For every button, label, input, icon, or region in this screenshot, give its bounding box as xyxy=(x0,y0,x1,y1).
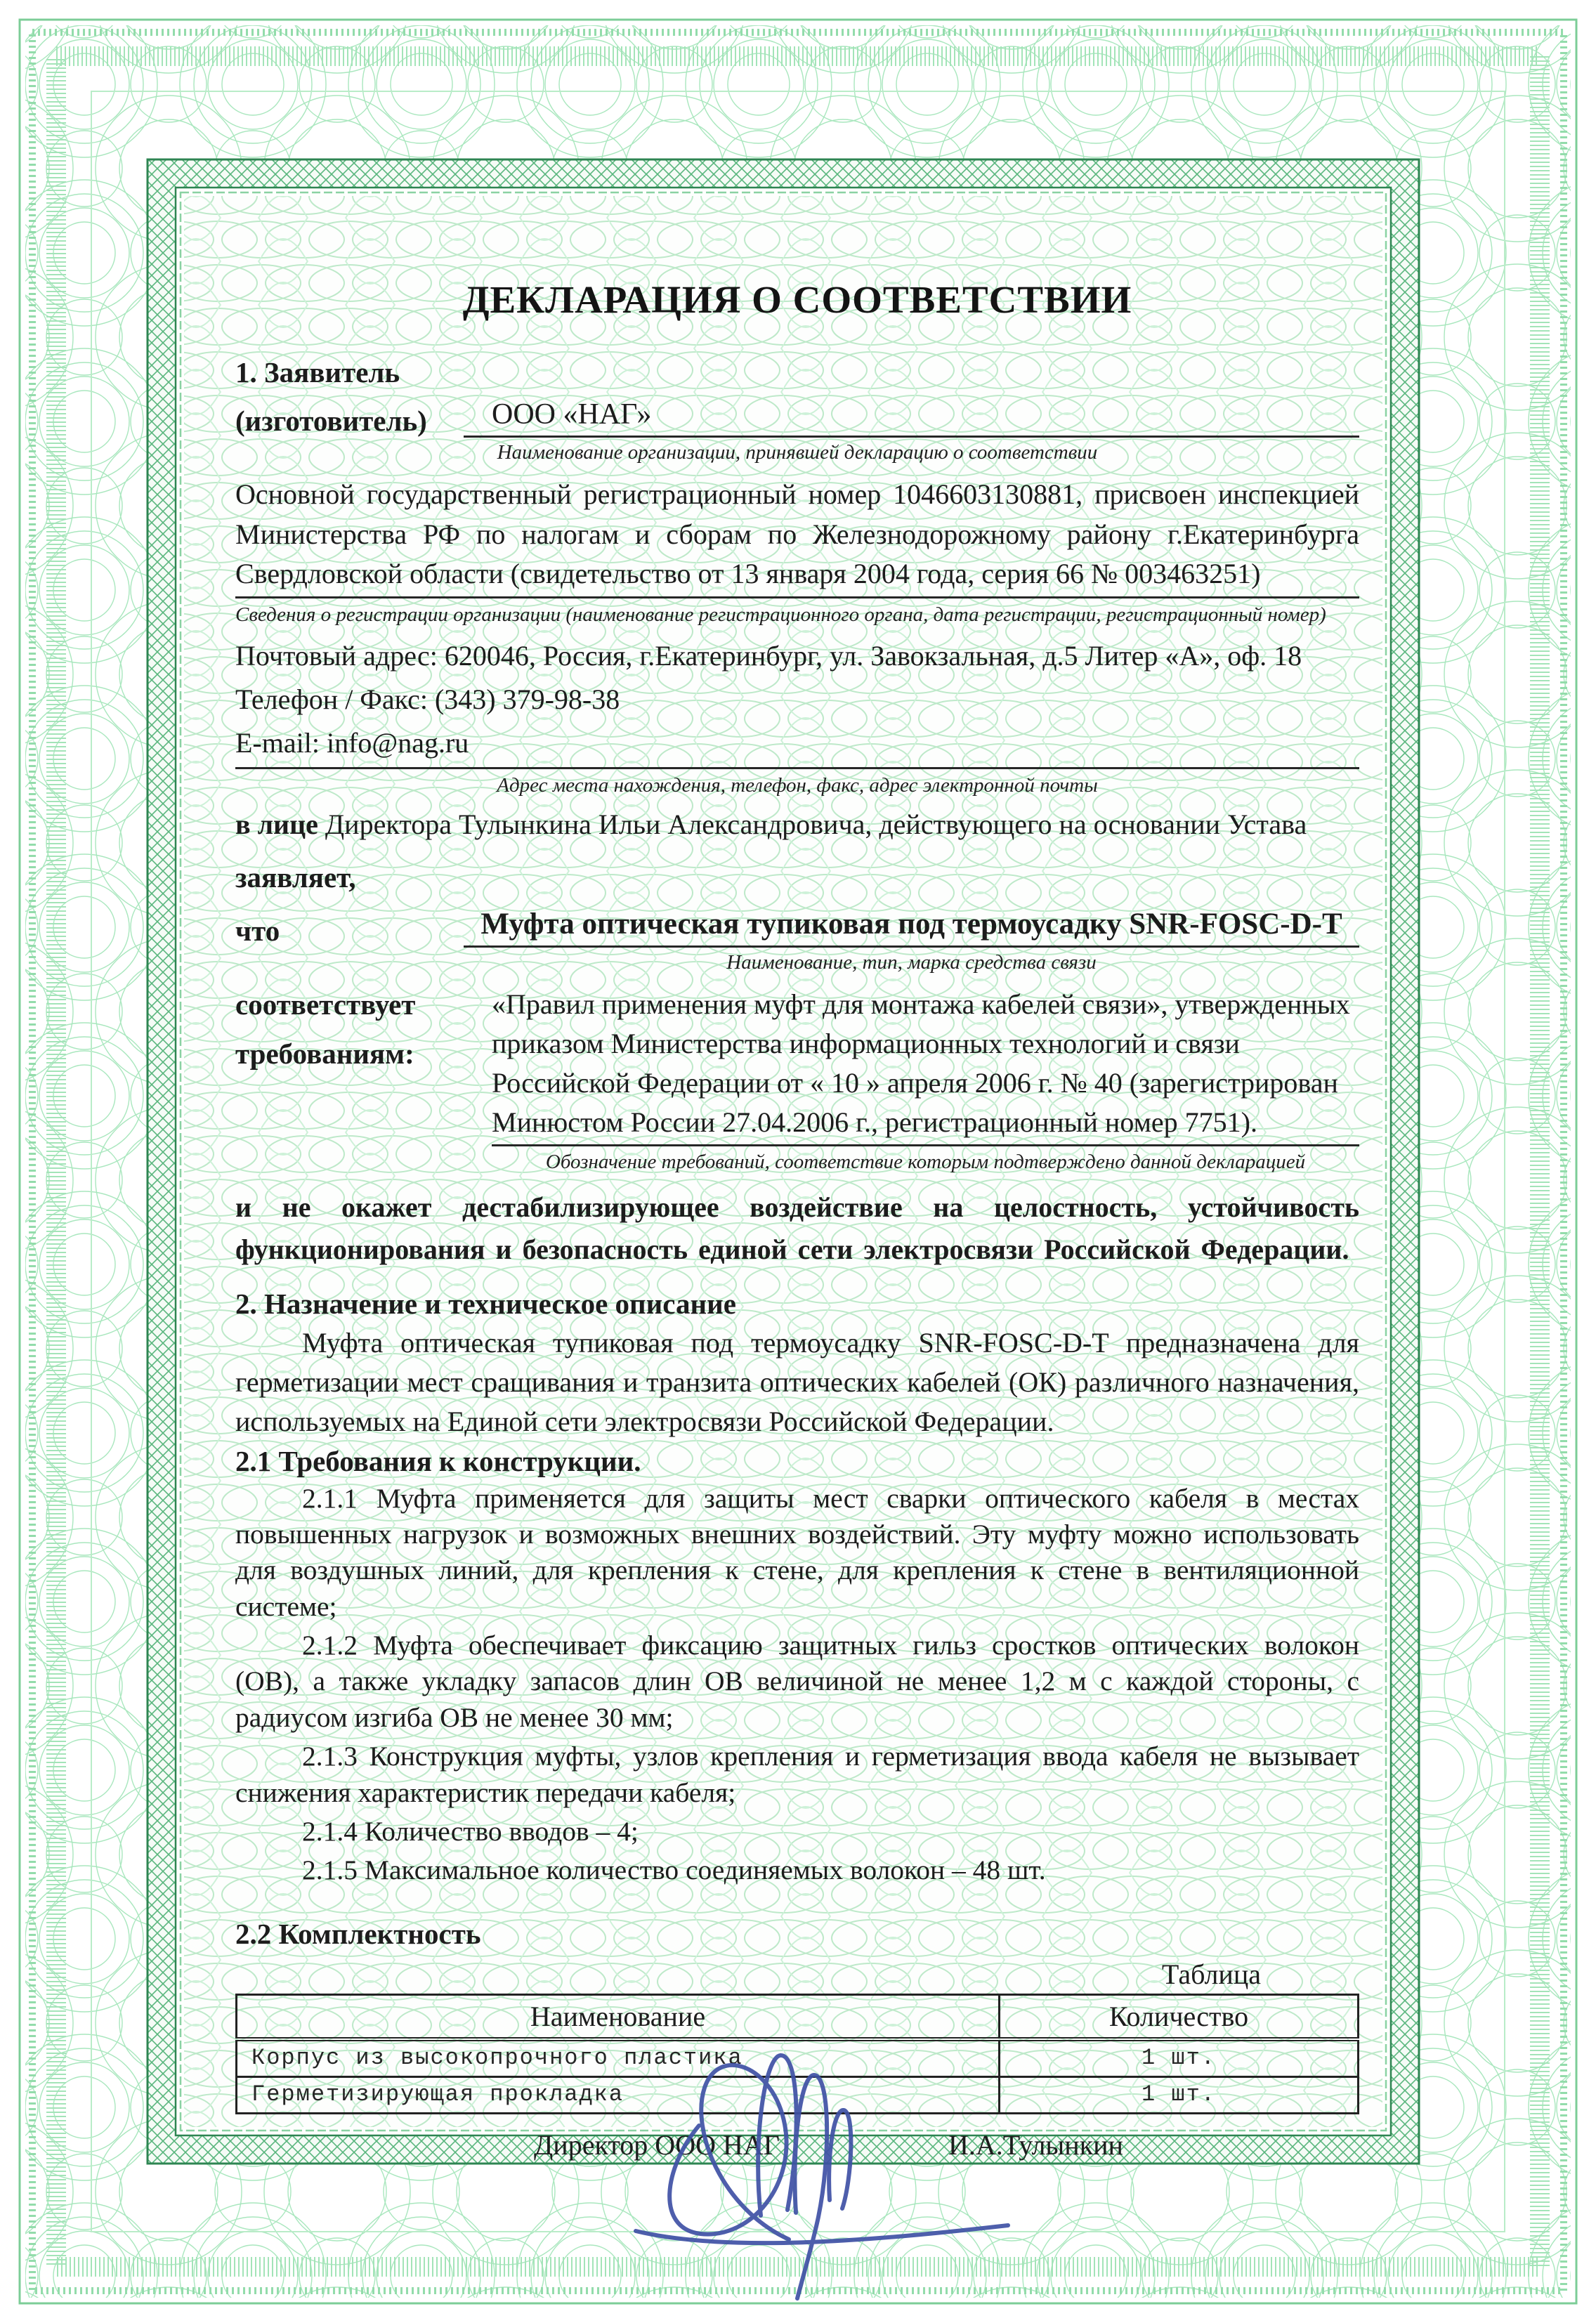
representative-rest: Директора Тулынкина Ильи Александровича, действующего на основании Устава xyxy=(318,808,1307,840)
table-row xyxy=(237,2076,1359,2113)
kit-item-qty: 1 шт. xyxy=(999,2039,1358,2077)
kit-item-name: Герметизирующая прокладка xyxy=(237,2076,1000,2113)
signature-position-label: Директор ООО НАГ xyxy=(534,2128,780,2161)
table-caption: Таблица xyxy=(1161,1958,1261,1990)
contacts-caption: Адрес места нахождения, телефон, факс, адрес электронной почты xyxy=(497,773,1098,797)
section1-heading: 1. Заявитель xyxy=(235,356,400,388)
product-caption: Наименование, тип, марка средства связи xyxy=(726,950,1097,974)
requirements-caption: Обозначение требований, соответствие которым подтверждено данной декларацией xyxy=(545,1150,1306,1173)
complies-label-line2: требованиям: xyxy=(235,1037,414,1070)
section22-heading: 2.2 Комплектность xyxy=(235,1917,481,1950)
representative-bold: в лице xyxy=(235,808,318,840)
table-row xyxy=(237,2039,1359,2077)
complies-label-line1: соответствует xyxy=(235,988,416,1021)
kit-table-header-name: Наименование xyxy=(237,1994,1000,2039)
manufacturer-caption: Наименование организации, принявшей декларацию о соответствии xyxy=(497,441,1098,464)
document-title: ДЕКЛАРАЦИЯ О СООТВЕТСТВИИ xyxy=(462,278,1132,321)
manufacturer-label: (изготовитель) xyxy=(235,405,427,437)
requirements-text: «Правил применения муфт для монтажа кабелей связи», утвержденных приказом Министерства информационных технологий и связи Российской Федерации от « 10 » апреля 2006 г. № 40 (зарегистрирован Минюстом России 27.04.2006 г., регистрационный номер 7751). xyxy=(492,985,1359,1146)
registration-caption: Сведения о регистрации организации (наименование регистрационного органа, дата регистрации, регистрационный номер) xyxy=(235,603,1326,627)
item-2-1-3: 2.1.3 Конструкция муфты, узлов крепления и герметизация ввода кабеля не вызывает снижения характеристик передачи кабеля; xyxy=(235,1741,1359,1808)
contacts-block xyxy=(235,634,1359,769)
complies-block xyxy=(235,985,1359,1146)
complies-labels xyxy=(235,985,492,1146)
requirement-items xyxy=(235,1481,1359,1889)
no-harm-statement: и не окажет дестабилизирующее воздействие на целостность, устойчивость функционирования и безопасность единой сети электросвязи Российской Федерации. xyxy=(235,1191,1359,1265)
item-2-1-4: 2.1.4 Количество вводов – 4; xyxy=(302,1815,639,1847)
section21-heading: 2.1 Требования к конструкции. xyxy=(235,1444,641,1477)
signature-name-label: И.А.Тулынкин xyxy=(948,2128,1123,2161)
kit-table-header-row xyxy=(237,1994,1359,2039)
declares-line: заявляет, xyxy=(235,861,356,894)
email-line: E-mail: info@nag.ru xyxy=(235,726,469,759)
manufacturer-value-field: ООО «НАГ» xyxy=(464,398,1359,438)
item-2-1-5: 2.1.5 Максимальное количество соединяемых волокон – 48 шт. xyxy=(302,1854,1046,1886)
product-name-field: Муфта оптическая тупиковая под термоусадку SNR-FOSC-D-T xyxy=(464,907,1359,948)
item-2-1-2: 2.1.2 Муфта обеспечивает фиксацию защитных гильз сростков оптических волокон (ОВ), а также укладку запасов длин ОВ величиной не менее 1,2 м с каждой стороны, с радиусом изгиба ОВ не менее 30 мм; xyxy=(235,1630,1359,1733)
signature-row xyxy=(235,2126,1359,2189)
product-row xyxy=(235,907,1359,948)
kit-table-header-qty: Количество xyxy=(999,1994,1358,2039)
section2-description: Муфта оптическая тупиковая под термоусадку SNR-FOSC-D-T предназначена для герметизации мест сращивания и транзита оптических кабелей (ОК) различного назначения, используемых на Единой сети электросвязи Российской Федерации. xyxy=(235,1326,1359,1437)
manufacturer-row xyxy=(235,398,1359,438)
certificate-content xyxy=(176,188,1391,2161)
kit-table xyxy=(235,1994,1359,2114)
item-2-1-1: 2.1.1 Муфта применяется для защиты мест сварки оптического кабеля в местах повышенных нагрузок и возможных внешних воздействий. Эту муфту можно использовать для воздушных линий, для крепления к стене, для крепления к стене в вентиляционной системе; xyxy=(235,1482,1359,1622)
postal-address-line: Почтовый адрес: 620046, Россия, г.Екатеринбург, ул. Завокзальная, д.5 Литер «А», оф. 18 xyxy=(235,639,1302,672)
section2-heading: 2. Назначение и техническое описание xyxy=(235,1287,736,1320)
kit-item-qty: 1 шт. xyxy=(999,2076,1358,2113)
representative-line xyxy=(235,808,1359,841)
kit-item-name: Корпус из высокопрочного пластика xyxy=(237,2039,1000,2077)
phone-fax-line: Телефон / Факс: (343) 379-98-38 xyxy=(235,683,620,715)
registration-paragraph: Основной государственный регистрационный номер 1046603130881, присвоен инспекцией Министерства РФ по налогам и сборам по Железнодорожному району г.Екатеринбурга Свердловской области (свидетельство от 13 января 2004 года, серия 66 № 003463251) xyxy=(235,475,1359,598)
that-label: что xyxy=(235,914,280,947)
